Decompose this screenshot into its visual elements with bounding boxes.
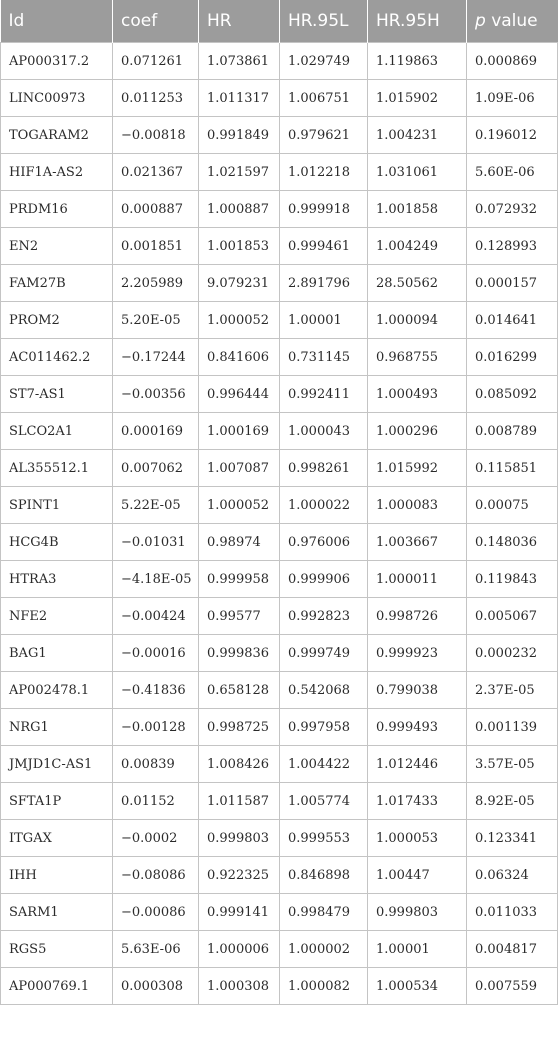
header-p-value: [467, 0, 558, 43]
cell-hr-95h: 0.799038: [368, 672, 467, 709]
cell-coef: −0.00818: [113, 117, 199, 154]
cell-p-value: 8.92E-05: [467, 783, 558, 820]
cell-coef: −0.00356: [113, 376, 199, 413]
cell-hr-95h: 1.000493: [368, 376, 467, 413]
cell-p-value: 5.60E-06: [467, 154, 558, 191]
cell-id: LINC00973: [1, 80, 113, 117]
cell-hr-95l: 1.000002: [280, 931, 368, 968]
cell-hr: 0.98974: [199, 524, 280, 561]
cell-id: AP000317.2: [1, 43, 113, 80]
cell-hr: 0.999141: [199, 894, 280, 931]
cell-coef: −0.41836: [113, 672, 199, 709]
cell-hr-95l: 1.000022: [280, 487, 368, 524]
table-row: [1, 561, 558, 598]
table-row: [1, 931, 558, 968]
cell-p-value: 0.000232: [467, 635, 558, 672]
cell-hr-95h: 1.00001: [368, 931, 467, 968]
cell-id: HCG4B: [1, 524, 113, 561]
table-row: [1, 598, 558, 635]
cell-id: SLCO2A1: [1, 413, 113, 450]
table-row: [1, 302, 558, 339]
table-row: [1, 968, 558, 1005]
cell-hr: 1.007087: [199, 450, 280, 487]
cell-hr-95l: 0.999461: [280, 228, 368, 265]
cell-hr-95h: 1.000094: [368, 302, 467, 339]
cell-hr-95l: 1.000043: [280, 413, 368, 450]
table-row: [1, 154, 558, 191]
cell-hr: 0.999958: [199, 561, 280, 598]
cell-hr: 1.011587: [199, 783, 280, 820]
cell-coef: 0.021367: [113, 154, 199, 191]
cell-coef: −0.00086: [113, 894, 199, 931]
cell-p-value: 0.072932: [467, 191, 558, 228]
cell-p-value: 0.005067: [467, 598, 558, 635]
cell-coef: 0.001851: [113, 228, 199, 265]
cell-p-value: 0.115851: [467, 450, 558, 487]
cell-id: AP002478.1: [1, 672, 113, 709]
cell-id: SARM1: [1, 894, 113, 931]
cell-coef: 0.000308: [113, 968, 199, 1005]
cell-hr-95l: 0.542068: [280, 672, 368, 709]
cell-hr: 1.000052: [199, 487, 280, 524]
table-row: [1, 709, 558, 746]
cell-id: ITGAX: [1, 820, 113, 857]
cell-hr-95l: 0.731145: [280, 339, 368, 376]
cell-hr-95h: 1.00447: [368, 857, 467, 894]
cell-hr-95l: 1.00001: [280, 302, 368, 339]
cell-hr: 0.841606: [199, 339, 280, 376]
cell-hr: 0.922325: [199, 857, 280, 894]
cell-hr: 1.021597: [199, 154, 280, 191]
cell-p-value: 0.123341: [467, 820, 558, 857]
cell-hr-95h: 1.119863: [368, 43, 467, 80]
cell-coef: −0.00424: [113, 598, 199, 635]
cell-coef: −0.00128: [113, 709, 199, 746]
table-row: [1, 80, 558, 117]
cell-coef: −0.00016: [113, 635, 199, 672]
cell-hr-95l: 0.999553: [280, 820, 368, 857]
table-row: [1, 376, 558, 413]
cell-p-value: 0.016299: [467, 339, 558, 376]
table-row: [1, 487, 558, 524]
cell-id: AL355512.1: [1, 450, 113, 487]
cell-hr-95h: 1.001858: [368, 191, 467, 228]
cell-hr-95l: 0.976006: [280, 524, 368, 561]
cell-coef: 5.22E-05: [113, 487, 199, 524]
header-row: [1, 0, 558, 43]
cell-p-value: 0.085092: [467, 376, 558, 413]
cell-hr: 1.011317: [199, 80, 280, 117]
cell-hr-95l: 1.000082: [280, 968, 368, 1005]
cell-hr: 1.001853: [199, 228, 280, 265]
cell-id: SPINT1: [1, 487, 113, 524]
cell-coef: 0.00839: [113, 746, 199, 783]
cell-coef: −0.17244: [113, 339, 199, 376]
cell-hr-95h: 0.999803: [368, 894, 467, 931]
cell-p-value: 0.004817: [467, 931, 558, 968]
cell-p-value: 0.001139: [467, 709, 558, 746]
table-row: [1, 450, 558, 487]
cell-coef: 0.011253: [113, 80, 199, 117]
table-header: [1, 0, 558, 43]
header-id: Id: [1, 0, 113, 43]
cell-hr-95h: 0.999493: [368, 709, 467, 746]
cell-coef: 0.01152: [113, 783, 199, 820]
cell-hr-95h: 1.015902: [368, 80, 467, 117]
header-p-italic: p: [475, 11, 486, 31]
cell-hr-95l: 0.997958: [280, 709, 368, 746]
cell-hr: 1.000006: [199, 931, 280, 968]
cell-hr-95l: 0.999749: [280, 635, 368, 672]
cell-hr-95h: 0.968755: [368, 339, 467, 376]
cell-id: FAM27B: [1, 265, 113, 302]
cell-hr: 1.000169: [199, 413, 280, 450]
cell-hr-95l: 0.998261: [280, 450, 368, 487]
table-row: [1, 43, 558, 80]
cell-coef: −4.18E-05: [113, 561, 199, 598]
header-hr: HR: [199, 0, 280, 43]
header-p-value-label: value: [491, 11, 538, 31]
cell-hr-95h: 1.004231: [368, 117, 467, 154]
cell-p-value: 0.008789: [467, 413, 558, 450]
table-row: [1, 820, 558, 857]
cell-hr-95l: 0.999906: [280, 561, 368, 598]
cell-hr-95h: 1.012446: [368, 746, 467, 783]
cell-hr-95l: 0.846898: [280, 857, 368, 894]
cell-p-value: 0.00075: [467, 487, 558, 524]
cell-hr-95h: 1.015992: [368, 450, 467, 487]
cell-p-value: 0.007559: [467, 968, 558, 1005]
cell-hr-95h: 1.017433: [368, 783, 467, 820]
cell-coef: 0.071261: [113, 43, 199, 80]
cell-hr: 1.000052: [199, 302, 280, 339]
cell-hr-95h: 1.000011: [368, 561, 467, 598]
cell-hr-95l: 1.004422: [280, 746, 368, 783]
cell-id: AP000769.1: [1, 968, 113, 1005]
table-row: [1, 265, 558, 302]
cell-hr: 1.008426: [199, 746, 280, 783]
cell-id: SFTA1P: [1, 783, 113, 820]
cell-hr-95l: 0.999918: [280, 191, 368, 228]
cell-p-value: 0.148036: [467, 524, 558, 561]
table-row: [1, 894, 558, 931]
cell-hr: 1.000887: [199, 191, 280, 228]
cell-id: PROM2: [1, 302, 113, 339]
cell-hr: 0.991849: [199, 117, 280, 154]
cell-hr-95h: 1.004249: [368, 228, 467, 265]
table-row: [1, 339, 558, 376]
cell-hr-95l: 0.992823: [280, 598, 368, 635]
cell-hr: 0.99577: [199, 598, 280, 635]
cell-id: HTRA3: [1, 561, 113, 598]
table-row: [1, 857, 558, 894]
cell-coef: −0.0002: [113, 820, 199, 857]
cell-id: ST7-AS1: [1, 376, 113, 413]
cell-hr-95l: 1.005774: [280, 783, 368, 820]
cell-hr-95l: 1.029749: [280, 43, 368, 80]
cell-hr-95h: 1.003667: [368, 524, 467, 561]
cell-hr-95l: 0.992411: [280, 376, 368, 413]
table-row: [1, 524, 558, 561]
cell-p-value: 0.196012: [467, 117, 558, 154]
table-row: [1, 746, 558, 783]
cell-coef: 0.000169: [113, 413, 199, 450]
cell-p-value: 2.37E-05: [467, 672, 558, 709]
cell-id: TOGARAM2: [1, 117, 113, 154]
cell-hr: 0.998725: [199, 709, 280, 746]
table-row: [1, 117, 558, 154]
cell-hr-95h: 0.998726: [368, 598, 467, 635]
cell-p-value: 0.128993: [467, 228, 558, 265]
table-row: [1, 191, 558, 228]
cell-id: RGS5: [1, 931, 113, 968]
cell-coef: −0.01031: [113, 524, 199, 561]
cell-hr: 0.996444: [199, 376, 280, 413]
cell-hr-95h: 1.000083: [368, 487, 467, 524]
cell-p-value: 1.09E-06: [467, 80, 558, 117]
cell-hr-95h: 0.999923: [368, 635, 467, 672]
cell-hr-95l: 2.891796: [280, 265, 368, 302]
cell-hr-95h: 1.031061: [368, 154, 467, 191]
cell-id: AC011462.2: [1, 339, 113, 376]
cell-hr-95l: 0.998479: [280, 894, 368, 931]
cell-id: EN2: [1, 228, 113, 265]
cell-id: PRDM16: [1, 191, 113, 228]
cell-id: NFE2: [1, 598, 113, 635]
cell-coef: 0.007062: [113, 450, 199, 487]
table-row: [1, 228, 558, 265]
cell-coef: 2.205989: [113, 265, 199, 302]
cell-p-value: 0.014641: [467, 302, 558, 339]
cell-p-value: 3.57E-05: [467, 746, 558, 783]
cell-id: IHH: [1, 857, 113, 894]
header-hr-95l: HR.95L: [280, 0, 368, 43]
cell-id: JMJD1C-AS1: [1, 746, 113, 783]
cell-coef: 0.000887: [113, 191, 199, 228]
cell-p-value: 0.06324: [467, 857, 558, 894]
cell-hr: 0.999803: [199, 820, 280, 857]
cell-hr-95h: 1.000053: [368, 820, 467, 857]
cell-hr: 1.000308: [199, 968, 280, 1005]
cell-p-value: 0.011033: [467, 894, 558, 931]
cell-hr: 0.658128: [199, 672, 280, 709]
table-row: [1, 635, 558, 672]
cell-coef: −0.08086: [113, 857, 199, 894]
cell-hr: 0.999836: [199, 635, 280, 672]
table-row: [1, 672, 558, 709]
table-row: [1, 783, 558, 820]
cell-id: NRG1: [1, 709, 113, 746]
cell-hr-95h: 28.50562: [368, 265, 467, 302]
header-coef: coef: [113, 0, 199, 43]
cell-coef: 5.20E-05: [113, 302, 199, 339]
table-row: [1, 413, 558, 450]
cell-p-value: 0.119843: [467, 561, 558, 598]
cell-hr: 1.073861: [199, 43, 280, 80]
cell-p-value: 0.000869: [467, 43, 558, 80]
cell-hr-95h: 1.000296: [368, 413, 467, 450]
cell-hr-95l: 0.979621: [280, 117, 368, 154]
cell-hr-95l: 1.006751: [280, 80, 368, 117]
cell-hr-95l: 1.012218: [280, 154, 368, 191]
header-hr-95h: HR.95H: [368, 0, 467, 43]
table-body: [1, 43, 558, 1005]
cell-id: HIF1A-AS2: [1, 154, 113, 191]
cell-coef: 5.63E-06: [113, 931, 199, 968]
cell-hr-95h: 1.000534: [368, 968, 467, 1005]
cell-id: BAG1: [1, 635, 113, 672]
cell-p-value: 0.000157: [467, 265, 558, 302]
cell-hr: 9.079231: [199, 265, 280, 302]
